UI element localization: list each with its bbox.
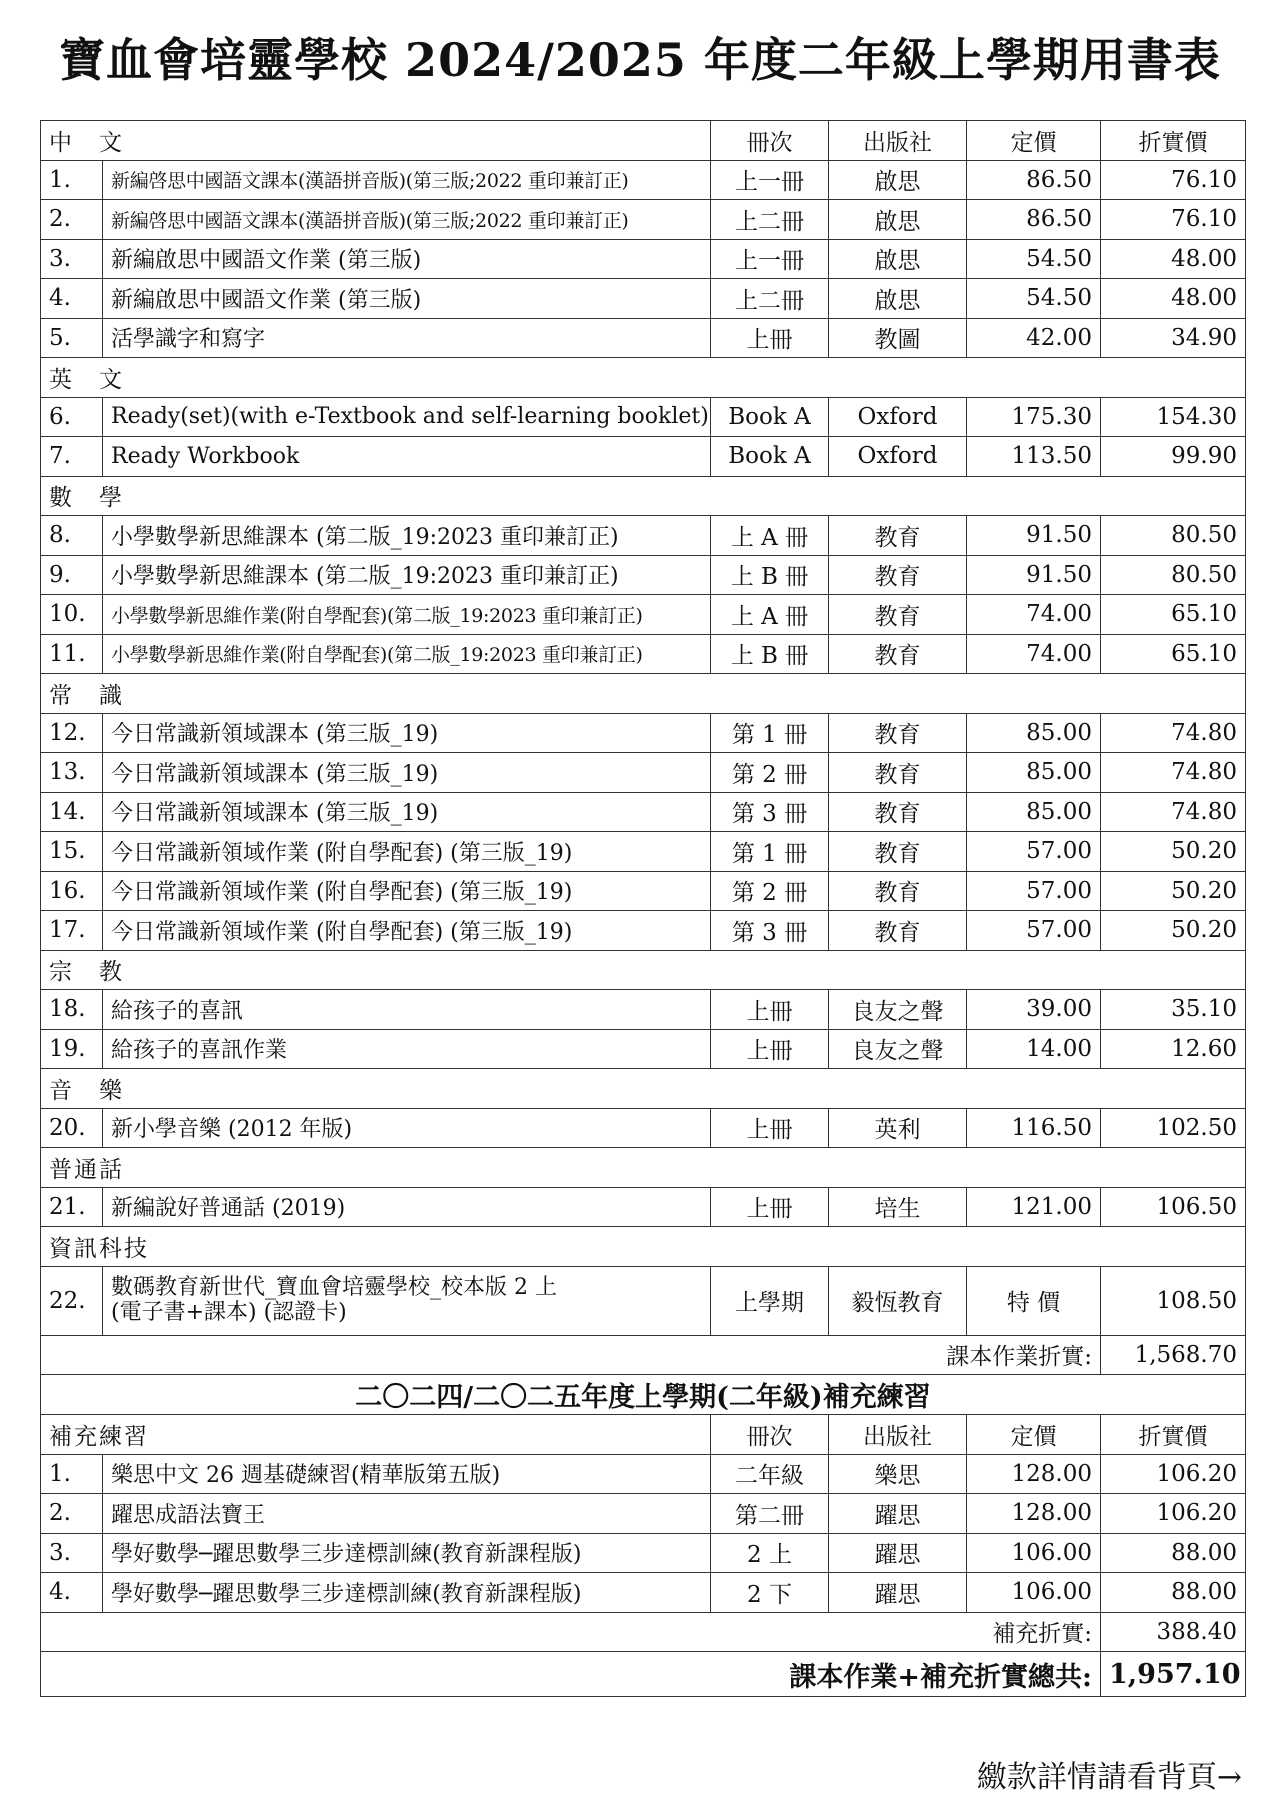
book-number: 2.: [41, 1494, 103, 1534]
book-number: 6.: [41, 397, 103, 437]
book-volume: 上冊: [711, 990, 829, 1030]
section-row: [41, 1148, 1246, 1188]
section-row: [41, 674, 1246, 714]
book-discount-price: 76.10: [1101, 200, 1246, 240]
column-header-publisher: 出版社: [829, 1415, 967, 1455]
grand-total-value: 1,957.10: [1101, 1652, 1246, 1697]
book-row: [41, 753, 1246, 793]
book-volume: 上冊: [711, 1187, 829, 1227]
book-publisher: 啟思: [829, 160, 967, 200]
textbook-total-label: 課本作業折實:: [41, 1335, 1101, 1375]
book-volume: 第二冊: [711, 1494, 829, 1534]
supplement-total-row: [41, 1612, 1246, 1652]
book-discount-price: 80.50: [1101, 516, 1246, 556]
book-price: 85.00: [967, 792, 1101, 832]
book-price: 85.00: [967, 753, 1101, 793]
book-price: 74.00: [967, 634, 1101, 674]
book-title: 新編啓思中國語文課本(漢語拼音版)(第三版;2022 重印兼訂正): [103, 200, 711, 240]
book-volume: 上 B 冊: [711, 634, 829, 674]
supplement-heading-row: [41, 1375, 1246, 1415]
book-discount-price: 108.50: [1101, 1266, 1246, 1335]
book-publisher: 教育: [829, 832, 967, 872]
book-number: 22.: [41, 1266, 103, 1335]
book-title: 小學數學新思維作業(附自學配套)(第二版_19:2023 重印兼訂正): [103, 595, 711, 635]
book-price: 116.50: [967, 1108, 1101, 1148]
book-title: 活學識字和寫字: [103, 318, 711, 358]
book-number: 3.: [41, 239, 103, 279]
book-volume: 第 1 冊: [711, 713, 829, 753]
book-discount-price: 74.80: [1101, 792, 1246, 832]
book-number: 9.: [41, 555, 103, 595]
book-row: [41, 1029, 1246, 1069]
book-publisher: 樂思: [829, 1454, 967, 1494]
book-volume: 第 2 冊: [711, 753, 829, 793]
book-volume: 上二冊: [711, 279, 829, 319]
book-discount-price: 65.10: [1101, 634, 1246, 674]
section-row: [41, 1069, 1246, 1109]
book-publisher: 教育: [829, 792, 967, 832]
book-discount-price: 74.80: [1101, 753, 1246, 793]
book-title-line-2: (電子書+課本) (認證卡): [111, 1299, 347, 1325]
grand-total-row: [41, 1652, 1246, 1697]
book-title: 給孩子的喜訊作業: [103, 1029, 711, 1069]
book-number: 12.: [41, 713, 103, 753]
book-discount-price: 34.90: [1101, 318, 1246, 358]
book-row: [41, 911, 1246, 951]
book-volume: 上冊: [711, 1029, 829, 1069]
column-header-discount: 折實價: [1101, 121, 1246, 161]
book-discount-price: 88.00: [1101, 1533, 1246, 1573]
column-header-price: 定價: [967, 121, 1101, 161]
book-title: Ready(set)(with e-Textbook and self-learning booklet): [103, 397, 711, 437]
supplement-total-label: 補充折實:: [41, 1612, 1101, 1652]
book-number: 7.: [41, 437, 103, 477]
book-discount-price: 80.50: [1101, 555, 1246, 595]
book-price: 54.50: [967, 279, 1101, 319]
book-discount-price: 154.30: [1101, 397, 1246, 437]
book-price: 121.00: [967, 1187, 1101, 1227]
column-header-cell: 冊次: [711, 1415, 829, 1455]
book-publisher: 教育: [829, 516, 967, 556]
book-publisher: 良友之聲: [829, 990, 967, 1030]
book-number: 17.: [41, 911, 103, 951]
section-name: 補充練習: [41, 1415, 711, 1455]
book-price: 57.00: [967, 871, 1101, 911]
book-publisher: 培生: [829, 1187, 967, 1227]
book-row: [41, 516, 1246, 556]
book-row: [41, 279, 1246, 319]
book-discount-price: 99.90: [1101, 437, 1246, 477]
section-name: 宗 教: [41, 950, 1246, 990]
section-name: 中 文: [41, 121, 711, 161]
book-price: 113.50: [967, 437, 1101, 477]
section-name: 英 文: [41, 358, 1246, 398]
book-price: 85.00: [967, 713, 1101, 753]
book-number: 11.: [41, 634, 103, 674]
book-discount-price: 76.10: [1101, 160, 1246, 200]
book-discount-price: 48.00: [1101, 279, 1246, 319]
book-price: 175.30: [967, 397, 1101, 437]
book-title: [103, 1266, 711, 1335]
book-volume: 第 2 冊: [711, 871, 829, 911]
book-volume: 上冊: [711, 1108, 829, 1148]
book-price: 特 價: [967, 1266, 1101, 1335]
book-volume: 上一冊: [711, 239, 829, 279]
book-row: [41, 595, 1246, 635]
book-number: 18.: [41, 990, 103, 1030]
book-discount-price: 35.10: [1101, 990, 1246, 1030]
book-volume: 上冊: [711, 318, 829, 358]
book-title: 小學數學新思維課本 (第二版_19:2023 重印兼訂正): [103, 516, 711, 556]
book-price: 106.00: [967, 1533, 1101, 1573]
textbook-total-value: 1,568.70: [1101, 1335, 1246, 1375]
book-title: 新編啓思中國語文課本(漢語拼音版)(第三版;2022 重印兼訂正): [103, 160, 711, 200]
book-row: [41, 871, 1246, 911]
book-volume: 第 3 冊: [711, 911, 829, 951]
book-discount-price: 106.50: [1101, 1187, 1246, 1227]
book-row: [41, 1266, 1246, 1335]
book-volume: 上 A 冊: [711, 595, 829, 635]
book-number: 21.: [41, 1187, 103, 1227]
section-name: 音 樂: [41, 1069, 1246, 1109]
book-publisher: 啟思: [829, 239, 967, 279]
book-discount-price: 74.80: [1101, 713, 1246, 753]
book-number: 4.: [41, 279, 103, 319]
book-row: [41, 713, 1246, 753]
book-publisher: 教育: [829, 634, 967, 674]
book-price: 86.50: [967, 160, 1101, 200]
book-row: [41, 1187, 1246, 1227]
book-volume: 第 3 冊: [711, 792, 829, 832]
book-volume: 2 上: [711, 1533, 829, 1573]
book-number: 2.: [41, 200, 103, 240]
supplement-heading: 二〇二四/二〇二五年度上學期(二年級)補充練習: [41, 1375, 1246, 1415]
book-publisher: 教育: [829, 871, 967, 911]
book-row: [41, 1533, 1246, 1573]
book-price: 39.00: [967, 990, 1101, 1030]
book-discount-price: 12.60: [1101, 1029, 1246, 1069]
book-publisher: Oxford: [829, 397, 967, 437]
book-number: 14.: [41, 792, 103, 832]
book-price: 91.50: [967, 555, 1101, 595]
book-number: 5.: [41, 318, 103, 358]
book-row: [41, 318, 1246, 358]
book-title-line-1: 數碼教育新世代_寶血會培靈學校_校本版 2 上: [111, 1275, 557, 1301]
section-name: 普通話: [41, 1148, 1246, 1188]
book-publisher: 躍思: [829, 1533, 967, 1573]
book-row: [41, 239, 1246, 279]
book-publisher: 啟思: [829, 279, 967, 319]
book-volume: 2 下: [711, 1573, 829, 1613]
column-header-discount: 折實價: [1101, 1415, 1246, 1455]
book-title: 學好數學─躍思數學三步達標訓練(教育新課程版): [103, 1573, 711, 1613]
grand-total-label: 課本作業+補充折實總共:: [41, 1652, 1101, 1697]
book-row: [41, 437, 1246, 477]
book-row: [41, 200, 1246, 240]
book-title: 今日常識新領域課本 (第三版_19): [103, 792, 711, 832]
book-publisher: 教育: [829, 555, 967, 595]
section-row: [41, 950, 1246, 990]
book-title: 新編啟思中國語文作業 (第三版): [103, 239, 711, 279]
book-title: 今日常識新領域作業 (附自學配套) (第三版_19): [103, 871, 711, 911]
book-publisher: 躍思: [829, 1573, 967, 1613]
book-number: 13.: [41, 753, 103, 793]
book-price: 54.50: [967, 239, 1101, 279]
book-row: [41, 792, 1246, 832]
section-row: [41, 476, 1246, 516]
book-number: 8.: [41, 516, 103, 556]
book-discount-price: 102.50: [1101, 1108, 1246, 1148]
book-title: Ready Workbook: [103, 437, 711, 477]
book-number: 1.: [41, 160, 103, 200]
book-title: 新編說好普通話 (2019): [103, 1187, 711, 1227]
book-publisher: 教育: [829, 911, 967, 951]
book-row: [41, 1494, 1246, 1534]
book-discount-price: 106.20: [1101, 1454, 1246, 1494]
supplement-total-value: 388.40: [1101, 1612, 1246, 1652]
book-row: [41, 832, 1246, 872]
section-name: 數 學: [41, 476, 1246, 516]
section-header-row: [41, 121, 1246, 161]
book-number: 10.: [41, 595, 103, 635]
book-title: 小學數學新思維課本 (第二版_19:2023 重印兼訂正): [103, 555, 711, 595]
section-name: 常 識: [41, 674, 1246, 714]
book-row: [41, 634, 1246, 674]
book-volume: 上學期: [711, 1266, 829, 1335]
book-publisher: 教育: [829, 595, 967, 635]
book-title: 躍思成語法寶王: [103, 1494, 711, 1534]
book-volume: Book A: [711, 397, 829, 437]
section-row: [41, 358, 1246, 398]
column-header-cell: 冊次: [711, 121, 829, 161]
book-row: [41, 555, 1246, 595]
book-volume: 上一冊: [711, 160, 829, 200]
book-publisher: 躍思: [829, 1494, 967, 1534]
book-title: 今日常識新領域作業 (附自學配套) (第三版_19): [103, 832, 711, 872]
footer-note: 繳款詳情請看背頁→: [976, 1760, 1242, 1795]
book-number: 3.: [41, 1533, 103, 1573]
book-title: 新小學音樂 (2012 年版): [103, 1108, 711, 1148]
book-title: 樂思中文 26 週基礎練習(精華版第五版): [103, 1454, 711, 1494]
book-publisher: 毅恆教育: [829, 1266, 967, 1335]
book-publisher: 教育: [829, 713, 967, 753]
book-price: 42.00: [967, 318, 1101, 358]
book-discount-price: 50.20: [1101, 832, 1246, 872]
book-number: 4.: [41, 1573, 103, 1613]
column-header-price: 定價: [967, 1415, 1101, 1455]
book-publisher: Oxford: [829, 437, 967, 477]
book-price: 74.00: [967, 595, 1101, 635]
book-row: [41, 1573, 1246, 1613]
book-publisher: 英利: [829, 1108, 967, 1148]
book-discount-price: 48.00: [1101, 239, 1246, 279]
book-title: 學好數學─躍思數學三步達標訓練(教育新課程版): [103, 1533, 711, 1573]
book-publisher: 良友之聲: [829, 1029, 967, 1069]
column-header-publisher: 出版社: [829, 121, 967, 161]
book-row: [41, 1108, 1246, 1148]
book-publisher: 教圖: [829, 318, 967, 358]
page-title: 寶血會培靈學校 2024/2025 年度二年級上學期用書表: [59, 33, 1221, 87]
section-name: 資訊科技: [41, 1227, 1246, 1267]
section-row: [41, 1227, 1246, 1267]
book-discount-price: 88.00: [1101, 1573, 1246, 1613]
book-title: 今日常識新領域課本 (第三版_19): [103, 753, 711, 793]
book-number: 20.: [41, 1108, 103, 1148]
book-number: 16.: [41, 871, 103, 911]
book-title: 今日常識新領域作業 (附自學配套) (第三版_19): [103, 911, 711, 951]
book-number: 19.: [41, 1029, 103, 1069]
book-publisher: 啟思: [829, 200, 967, 240]
book-price: 91.50: [967, 516, 1101, 556]
book-volume: 上 B 冊: [711, 555, 829, 595]
book-publisher: 教育: [829, 753, 967, 793]
book-volume: 第 1 冊: [711, 832, 829, 872]
book-title: 新編啟思中國語文作業 (第三版): [103, 279, 711, 319]
book-row: [41, 397, 1246, 437]
book-row: [41, 990, 1246, 1030]
book-price: 86.50: [967, 200, 1101, 240]
book-discount-price: 50.20: [1101, 911, 1246, 951]
book-discount-price: 106.20: [1101, 1494, 1246, 1534]
book-price: 57.00: [967, 832, 1101, 872]
section-header-row: [41, 1415, 1246, 1455]
book-number: 15.: [41, 832, 103, 872]
book-volume: 上 A 冊: [711, 516, 829, 556]
booklist-table: [40, 120, 1246, 1697]
book-number: 1.: [41, 1454, 103, 1494]
book-title: 今日常識新領域課本 (第三版_19): [103, 713, 711, 753]
book-price: 57.00: [967, 911, 1101, 951]
book-row: [41, 160, 1246, 200]
book-volume: 上二冊: [711, 200, 829, 240]
book-price: 106.00: [967, 1573, 1101, 1613]
book-title: 給孩子的喜訊: [103, 990, 711, 1030]
book-discount-price: 50.20: [1101, 871, 1246, 911]
book-discount-price: 65.10: [1101, 595, 1246, 635]
book-volume: 二年級: [711, 1454, 829, 1494]
book-price: 128.00: [967, 1494, 1101, 1534]
book-price: 128.00: [967, 1454, 1101, 1494]
textbook-total-row: [41, 1335, 1246, 1375]
book-row: [41, 1454, 1246, 1494]
book-volume: Book A: [711, 437, 829, 477]
book-price: 14.00: [967, 1029, 1101, 1069]
book-title: 小學數學新思維作業(附自學配套)(第二版_19:2023 重印兼訂正): [103, 634, 711, 674]
